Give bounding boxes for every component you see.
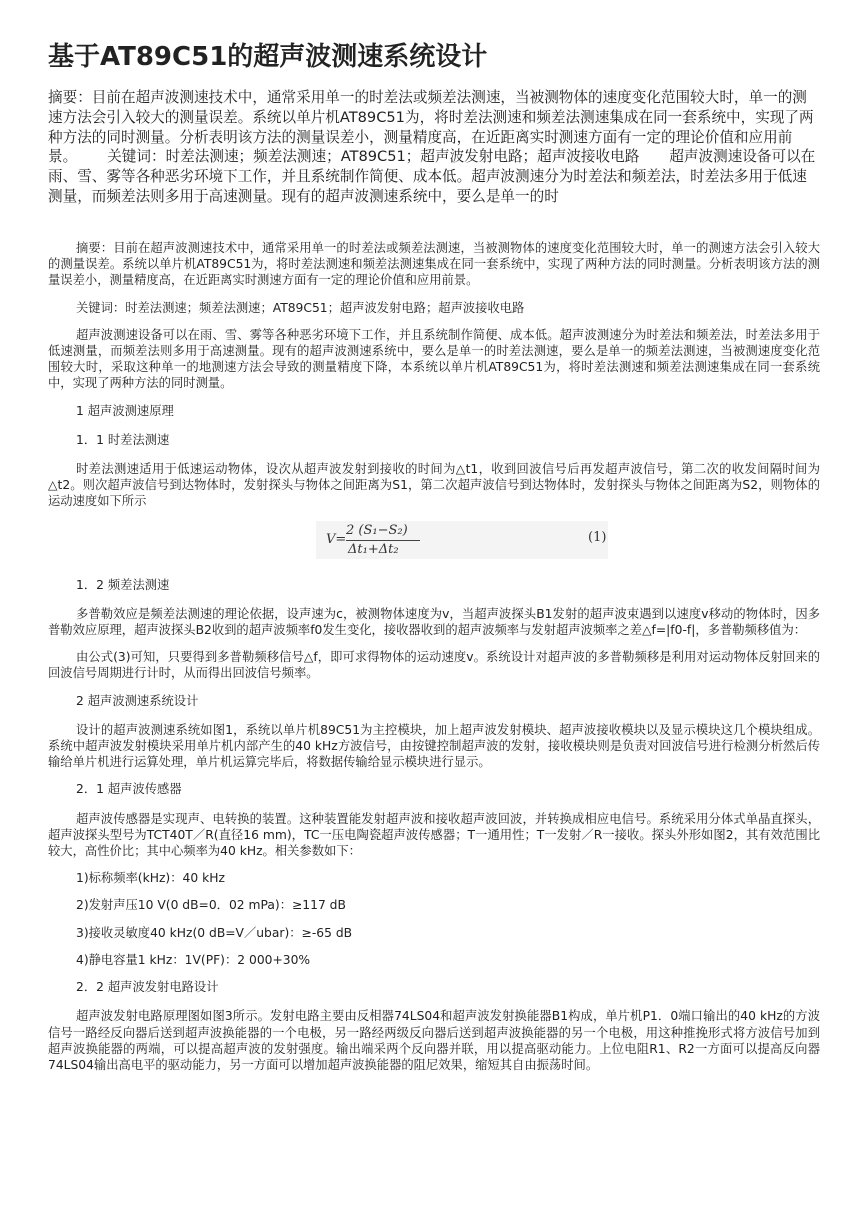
paragraph-keywords: 关键词：时差法测速；频差法测速；AT89C51；超声波发射电路；超声波接收电路 xyxy=(76,300,525,315)
subsection-heading-1-2: 1．2 频差法测速 xyxy=(76,577,170,592)
document-title: 基于AT89C51的超声波测速系统设计 xyxy=(48,42,488,72)
formula-numerator: 2 (S₁−S₂) xyxy=(346,522,408,538)
paragraph-intro: 超声波测速设备可以在雨、雪、雾等各种恶劣环境下工作，并且系统制作简便、成本低。超声波测速分为时差法和频差法，时差法多用于低速测量，而频差法则多用于高速测量。现有的超声波测速系统中，要么是单一的时差法测速，要么是单一的频差法测速，当被测速度变化范围较大时，采取这种单一的地测速方法会导致的测量精度下降，本系统以单片机AT89C51为，将时差法测速和频差法测速集成在同一套系统中，实现了两种方法的同时测量。 xyxy=(48,327,820,391)
section-heading-2: 2 超声波测速系统设计 xyxy=(76,693,199,708)
subsection-heading-2-1: 2．1 超声波传感器 xyxy=(76,782,182,797)
formula-lhs: V= xyxy=(326,531,347,547)
summary-intro: 超声波测速设备可以在雨、雪、雾等各种恶劣环境下工作，并且系统制作简便、成本低。超声波测速分为时差法和频差法，时差法多用于低速测量，而频差法则多用于高速测量。现有的超声波测速系统中，要么是单一的时 xyxy=(48,148,816,205)
abstract-summary xyxy=(48,88,820,207)
param-item-1: 1)标称频率(kHz)：40 kHz xyxy=(76,871,225,886)
paragraph-sensor: 超声波传感器是实现声、电转换的装置。这种装置能发射超声波和接收超声波回波，并转换成相应电信号。系统采用分体式单晶直探头，超声波探头型号为TCT40T／R(直径16 mm)，TC一压电陶瓷超声波传感器；T一通用性；T一发射／R一接收。探头外形如图2，其有效范围比较大，高性价比；其中心频率为40 kHz。相关参数如下： xyxy=(48,811,820,859)
formula-fraction-bar xyxy=(346,540,420,541)
formula-denominator: Δt₁+Δt₂ xyxy=(348,541,399,557)
param-item-3: 3)接收灵敏度40 kHz(0 dB=V／ubar)：≥-65 dB xyxy=(76,925,353,940)
paragraph-doppler-result: 由公式(3)可知，只要得到多普勒频移信号△f，即可求得物体的运动速度v。系统设计对超声波的多普勒频移是利用对运动物体反射回来的回波信号周期进行计时，从而得出回波信号频率。 xyxy=(48,650,820,681)
subsection-heading-1-1: 1．1 时差法测速 xyxy=(76,432,170,447)
param-item-2: 2)发射声压10 V(0 dB=0．02 mPa)：≥117 dB xyxy=(76,898,346,913)
formula-number: (1) xyxy=(588,529,607,545)
paragraph-abstract: 摘要：目前在超声波测速技术中，通常采用单一的时差法或频差法测速，当被测物体的速度变化范围较大时，单一的测速方法会引入较大的测量误差。系统以单片机AT89C51为，将时差法测速和频差法测速集成在同一套系统中，实现了两种方法的同时测量。分析表明该方法的测量误差小，测量精度高，在近距离实时测速方面有一定的理论价值和应用前景。 xyxy=(48,241,820,288)
formula-1 xyxy=(48,521,820,563)
subsection-heading-2-2: 2．2 超声波发射电路设计 xyxy=(76,980,219,995)
param-item-4: 4)静电容量1 kHz：1V(PF)：2 000+30% xyxy=(76,952,311,967)
summary-abstract: 摘要：目前在超声波测速技术中，通常采用单一的时差法或频差法测速，当被测物体的速度变化范围较大时，单一的测速方法会引入较大的测量误差。系统以单片机AT89C51为，将时差法测速和频差法测速集成在同一套系统中，实现了两种方法的同时测量。分析表明该方法的测量误差小，测量精度高，在近距离实时测速方面有一定的理论价值和应用前景。 xyxy=(48,89,814,166)
paragraph-transmitter: 超声波发射电路原理图如图3所示。发射电路主要由反相器74LS04和超声波发射换能器B1构成，单片机P1．0端口输出的40 kHz的方波信号一路经反向器后送到超声波换能器的一个电极，另一路经两级反向器后送到超声波换能器的另一个电极，用这种推挽形式将方波信号加到超声波换能器的两端，可以提高超声波的发射强度。输出端采两个反向器并联，用以提高驱动能力。上位电阻R1、R2一方面可以提高反向器74LS04输出高电平的驱动能力，另一方面可以增加超声波换能器的阻尼效果，缩短其自由振荡时间。 xyxy=(48,1009,820,1072)
paragraph-doppler: 多普勒效应是频差法测速的理论依据，设声速为c，被测物体速度为v，当超声波探头B1发射的超声波束遇到以速度v移动的物体时，因多普勒效应原理，超声波探头B2收到的超声波频率f0发生变化，接收器收到的超声波频率与发射超声波频率之差△f=|f0-f|，多普勒频移值为： xyxy=(48,606,820,638)
paragraph-time-difference: 时差法测速适用于低速运动物体，设次从超声波发射到接收的时间为△t1，收到回波信号后再发超声波信号，第二次的收发间隔时间为△t2。则次超声波信号到达物体时，发射探头与物体之间距离为S1，第二次超声波信号到达物体时，发射探头与物体之间距离为S2，则物体的运动速度如下所示 xyxy=(48,462,820,509)
summary-keywords: 关键词：时差法测速；频差法测速；AT89C51；超声波发射电路；超声波接收电路 xyxy=(107,148,640,166)
article-body xyxy=(48,240,820,1084)
paragraph-system-design: 设计的超声波测速系统如图1，系统以单片机89C51为主控模块，加上超声波发射模块、超声波接收模块以及显示模块这几个模块组成。系统中超声波发射模块采用单片机内部产生的40 kHz方波信号，由按键控制超声波的发射，接收模块则是负责对回波信号进行检测分析然后传输给单片机进行运算处理，单片机运算完毕后，将数据传输给显示模块进行显示。 xyxy=(48,722,820,770)
section-heading-1: 1 超声波测速原理 xyxy=(76,403,174,418)
